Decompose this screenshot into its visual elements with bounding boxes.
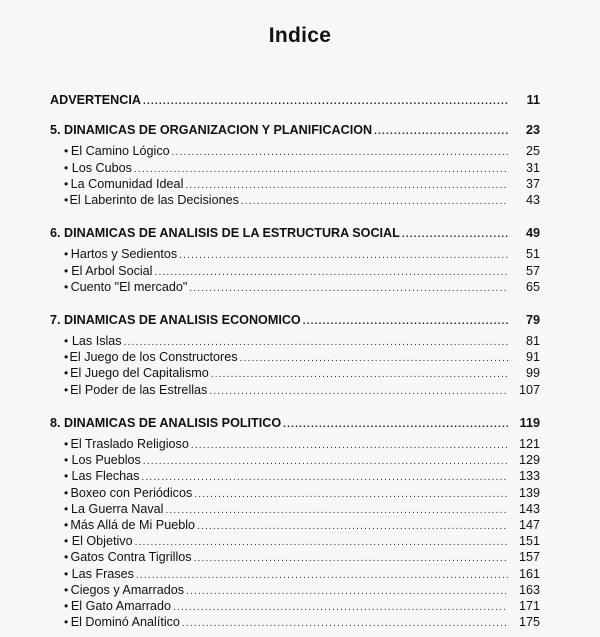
bullet-icon: • <box>64 453 69 468</box>
toc-item-page: 163 <box>518 582 540 597</box>
toc-item-label: Cuento "El mercado" <box>70 279 188 294</box>
toc-item-page: 129 <box>518 453 540 468</box>
toc-section-heading <box>50 312 540 328</box>
toc-item-label: Hartos y Sedientos <box>70 247 178 262</box>
toc-item <box>50 382 540 398</box>
toc-item-label: Más Allá de Mi Pueblo <box>70 517 196 532</box>
toc-item-page: 133 <box>518 469 540 484</box>
toc-item-page: 99 <box>525 366 540 381</box>
toc-item-page: 37 <box>525 176 540 191</box>
toc-section-label: 8. DINAMICAS DE ANALISIS POLITICO <box>50 415 282 430</box>
dot-leader <box>209 384 508 400</box>
toc-item-page: 91 <box>525 350 540 365</box>
toc-item <box>50 614 540 630</box>
dot-leader <box>172 145 508 161</box>
page-title: Indice <box>268 24 332 47</box>
dot-leader <box>194 551 508 567</box>
toc-item-label: El Poder de las Estrellas <box>70 382 208 397</box>
toc-item-label: Gatos Contra Tigrillos <box>70 550 192 565</box>
dot-leader <box>374 124 508 140</box>
toc-item-label: Boxeo con Periódicos <box>70 485 193 500</box>
bullet-icon: • <box>64 192 69 207</box>
toc-section-label: 7. DINAMICAS DE ANALISIS ECONOMICO <box>50 312 301 327</box>
bullet-icon: • <box>64 469 69 484</box>
toc-item <box>50 485 540 501</box>
toc-section-page: 79 <box>525 312 540 327</box>
bullet-icon: • <box>64 566 69 581</box>
bullet-icon: • <box>64 160 69 175</box>
toc-item <box>50 143 540 159</box>
toc-item <box>50 349 540 365</box>
toc-item-label: El Camino Lógico <box>70 144 170 159</box>
toc-item-page: 161 <box>518 566 540 581</box>
toc-item-label: La Guerra Naval <box>71 501 164 516</box>
toc-item-page: 25 <box>525 144 540 159</box>
toc-item-page: 157 <box>518 550 540 565</box>
dot-leader <box>402 227 508 243</box>
toc-item-label: El Gato Amarrado <box>70 598 171 613</box>
toc-item-page: 139 <box>518 485 540 500</box>
bullet-icon: • <box>64 263 69 278</box>
bullet-icon: • <box>64 615 69 630</box>
toc-section-page: 119 <box>519 415 540 430</box>
bullet-icon: • <box>64 334 69 349</box>
toc-item-label: Los Pueblos <box>71 453 141 468</box>
toc-item <box>50 598 540 614</box>
dot-leader <box>197 519 508 535</box>
toc-section-heading <box>50 225 540 241</box>
dot-leader <box>303 314 508 330</box>
toc-item-page: 65 <box>525 279 540 294</box>
toc-item-page: 57 <box>525 263 540 278</box>
dot-leader <box>134 162 508 178</box>
toc-item-label: Los Cubos <box>71 160 132 175</box>
toc-section-label: 6. DINAMICAS DE ANALISIS DE LA ESTRUCTURA SOCIAL <box>50 226 400 241</box>
toc-item-label: El Objetivo <box>71 534 133 549</box>
toc-item <box>50 501 540 517</box>
bullet-icon: • <box>64 534 69 549</box>
toc-item-page: 151 <box>518 534 540 549</box>
toc-item <box>50 365 540 381</box>
toc-item <box>50 468 540 484</box>
toc-item-page: 43 <box>525 192 540 207</box>
dot-leader <box>191 438 508 454</box>
toc-entry-label: ADVERTENCIA <box>50 93 141 107</box>
bullet-icon: • <box>64 382 69 397</box>
dot-leader <box>194 487 508 503</box>
toc-item <box>50 176 540 192</box>
bullet-icon: • <box>64 517 69 532</box>
bullet-icon: • <box>64 437 69 451</box>
toc-sections <box>50 108 540 630</box>
toc-entry-preface <box>50 92 540 108</box>
bullet-icon: • <box>64 366 69 381</box>
dot-leader <box>143 94 508 110</box>
dot-leader <box>154 265 508 281</box>
bullet-icon: • <box>64 582 69 597</box>
toc-section-label: 5. DINAMICAS DE ORGANIZACION Y PLANIFICACION <box>50 123 373 138</box>
dot-leader <box>165 503 508 519</box>
toc-item-page: 147 <box>518 517 540 532</box>
toc-item <box>50 533 540 549</box>
toc-item <box>50 566 540 582</box>
toc-item-label: El Dominó Analítico <box>70 615 180 630</box>
dot-leader <box>143 454 508 470</box>
dot-leader <box>211 367 508 383</box>
dot-leader <box>189 281 508 297</box>
bullet-icon: • <box>64 279 69 294</box>
dot-leader <box>141 470 508 486</box>
dot-leader <box>283 417 508 433</box>
toc-item-page: 171 <box>518 598 540 613</box>
dot-leader <box>240 351 508 367</box>
toc-item <box>50 263 540 279</box>
dot-leader <box>179 248 508 264</box>
toc-item <box>50 549 540 565</box>
toc-item <box>50 452 540 468</box>
dot-leader <box>173 600 508 616</box>
toc-item <box>50 279 540 295</box>
toc-item-page: 121 <box>518 437 540 451</box>
dot-leader <box>186 584 508 600</box>
toc-item-page: 31 <box>525 160 540 175</box>
dot-leader <box>136 568 508 584</box>
bullet-icon: • <box>64 550 69 565</box>
bullet-icon: • <box>64 501 69 516</box>
toc-item-label: El Juego del Capitalismo <box>70 366 209 381</box>
toc-item-page: 81 <box>525 334 540 349</box>
toc-item <box>50 582 540 598</box>
toc-item <box>50 333 540 349</box>
dot-leader <box>241 194 508 210</box>
toc-section <box>50 415 540 630</box>
toc-section-page: 23 <box>525 123 540 138</box>
bullet-icon: • <box>64 247 69 262</box>
toc-item-page: 143 <box>518 501 540 516</box>
toc-item-label: Las Flechas <box>71 469 140 484</box>
bullet-icon: • <box>64 598 69 613</box>
toc-section <box>50 312 540 398</box>
toc-item-label: Ciegos y Amarrados <box>70 582 185 597</box>
toc-item-label: El Juego de los Constructores <box>69 350 238 365</box>
toc-section-heading <box>50 415 540 431</box>
toc-item-label: Las Islas <box>71 334 122 349</box>
toc-item <box>50 192 540 208</box>
bullet-icon: • <box>64 176 69 191</box>
toc-item-label: La Comunidad Ideal <box>70 176 184 191</box>
toc-section-heading <box>50 122 540 138</box>
toc-item-label: Las Frases <box>71 566 134 581</box>
bullet-icon: • <box>64 350 69 365</box>
toc-item <box>50 160 540 176</box>
table-of-contents <box>50 92 540 630</box>
toc-entry-page: 11 <box>526 93 540 107</box>
bullet-icon: • <box>64 144 69 159</box>
toc-item-page: 175 <box>518 615 540 630</box>
toc-section <box>50 122 540 208</box>
toc-item-label: El Laberinto de las Decisiones <box>69 192 239 207</box>
toc-item-page: 107 <box>518 382 540 397</box>
toc-item-page: 51 <box>525 247 540 262</box>
toc-item <box>50 517 540 533</box>
toc-item-label: El Traslado Religioso <box>70 437 189 451</box>
toc-section <box>50 225 540 295</box>
dot-leader <box>182 616 508 632</box>
toc-item <box>50 246 540 262</box>
toc-section-page: 49 <box>525 226 540 241</box>
toc-item-label: El Arbol Social <box>71 263 153 278</box>
bullet-icon: • <box>64 485 69 500</box>
toc-item <box>50 436 540 452</box>
